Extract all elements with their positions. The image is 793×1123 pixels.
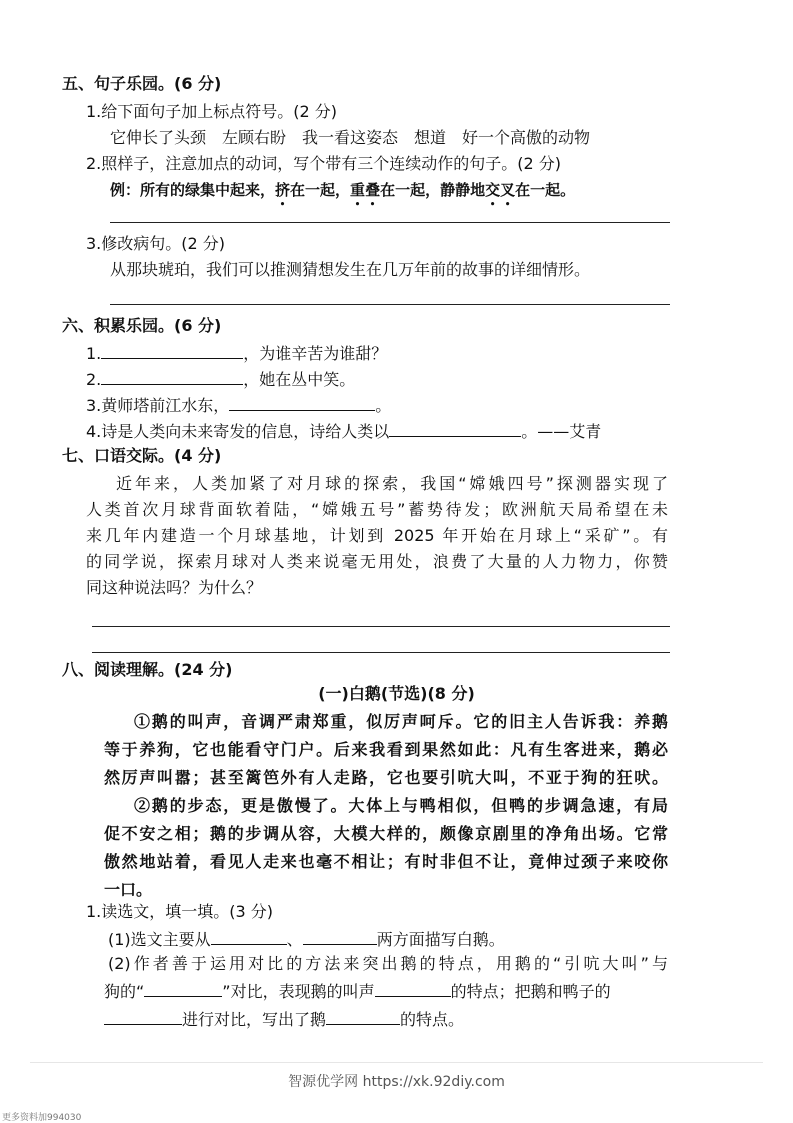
blank-trait[interactable] [326,1008,400,1025]
blank-dog[interactable] [144,980,222,997]
passage-line: ①鹅的叫声，音调严肃郑重，似厉声呵斥。它的旧主人告诉我：养鹅 [134,712,668,731]
item-number: 1. [86,344,102,363]
blank-1[interactable] [101,342,243,359]
s7-line: 的同学说，探索月球对人类来说毫无用处，浪费了大量的人力物力，你赞 [86,552,668,571]
s8-q1: 1.读选文，填一填。(3 分) [86,902,274,921]
s8-q1-2-line3 [104,1008,464,1030]
answer-line-q2[interactable] [110,222,670,223]
question-text: (1)选文主要从 [108,930,211,949]
section-5-title: 五、句子乐园。(6 分) [62,74,222,93]
dotted-verb: 交 [485,181,501,199]
s8-q1-2-line1: (2)作者善于运用对比的方法来突出鹅的特点，用鹅的“引吭大叫”与 [108,954,668,973]
poem-line: ，她在丛中笑。 [243,370,356,389]
section-6-title: 六、积累乐园。(6 分) [62,316,222,335]
question-text: 的特点。 [400,1010,465,1029]
answer-line-s7-2[interactable] [92,652,670,653]
question-text: 狗的“ [104,982,145,1001]
s7-line: 来几年内建造一个月球基地，计划到 2025 年开始在月球上“采矿”。有 [86,526,668,545]
quote-author: 。——艾青 [521,422,602,441]
section-7-title: 七、口语交际。(4 分) [62,446,222,465]
question-text: 两方面描写白鹅。 [376,930,505,949]
blank-compare[interactable] [104,1008,182,1025]
dotted-verb: 重 [350,181,366,199]
example-text: 在一起，静静地 [380,181,486,199]
example-text: 在一起， [290,181,351,199]
s5-q2-example [110,180,575,200]
dotted-verb: 叉 [500,181,516,199]
poem-line: 3.黄师塔前江水东， [86,396,230,415]
s5-q3-text: 从那块琥珀，我们可以推测猜想发生在几万年前的故事的详细情形。 [110,260,591,279]
item-number: 2. [86,370,102,389]
corner-note: 更多资料加994030 [2,1113,82,1123]
passage-line: 然厉声叫嚣；甚至篱笆外有人走路，它也要引吭大叫，不亚于狗的狂吠。 [104,768,668,787]
s8-q1-2-line2 [104,980,611,1002]
punct: 。 [375,396,392,415]
passage-line: 傲然地站着，看见人走来也毫不相让；有时非但不让，竟伸过颈子来咬你 [104,852,668,871]
s6-line3 [86,394,391,416]
s7-line: 近年来，人类加紧了对月球的探索，我国“嫦娥四号”探测器实现了 [116,474,668,493]
poem-line: ，为谁辛苦为谁甜？ [243,344,388,363]
s7-line: 人类首次月球背面软着陆，“嫦娥五号”蓄势待发；欧洲航天局希望在未 [86,500,668,519]
s5-q3: 3.修改病句。(2 分) [86,234,226,253]
passage-line: ②鹅的步态，更是傲慢了。大体上与鸭相似，但鸭的步调急速，有局 [134,796,668,815]
section-8-title: 八、阅读理解。(24 分) [62,660,233,679]
blank-2[interactable] [101,368,243,385]
s6-line1 [86,342,387,364]
s6-line2 [86,368,355,390]
blank-aspect-2[interactable] [303,928,377,945]
dotted-verb: 挤 [275,181,291,199]
quote-text: 4.诗是人类向未来寄发的信息，诗给人类以 [86,422,390,441]
s5-q1-text: 它伸长了头颈 左顾右盼 我一看这姿态 想道 好一个高傲的动物 [110,128,591,147]
answer-line-s7-1[interactable] [92,626,670,627]
passage-title: (一)白鹅(节选)(8 分) [318,684,475,703]
question-text: ”对比，表现鹅的叫声 [222,982,375,1001]
blank-4[interactable] [389,420,521,437]
s5-q1: 1.给下面句子加上标点符号。(2 分) [86,102,338,121]
s7-line: 同这种说法吗？为什么？ [86,578,263,597]
answer-line-q3[interactable] [110,304,670,305]
passage-line: 等于养狗，它也能看守门户。后来我看到果然如此：凡有生客进来，鹅必 [104,740,668,759]
s5-q2: 2.照样子，注意加点的动词，写个带有三个连续动作的句子。(2 分) [86,154,562,173]
passage-line: 一口。 [104,880,153,899]
punct: 、 [286,930,303,949]
footer-divider [30,1062,763,1063]
footer-watermark[interactable]: 智源优学网 https://xk.92diy.com [288,1074,505,1090]
blank-aspect-1[interactable] [211,928,287,945]
question-text: 的特点；把鹅和鸭子的 [450,982,611,1001]
passage-line: 促不安之相；鹅的步调从容，大模大样的，颇像京剧里的净角出场。它常 [104,824,668,843]
question-text: 进行对比，写出了鹅 [182,1010,327,1029]
s8-q1-1 [108,928,505,950]
blank-3[interactable] [229,394,375,411]
s6-line4 [86,420,601,442]
blank-voice[interactable] [375,980,451,997]
dotted-verb: 叠 [365,181,381,199]
example-text: 在一起。 [515,181,576,199]
example-text: 例：所有的绿集中起来， [110,181,276,199]
